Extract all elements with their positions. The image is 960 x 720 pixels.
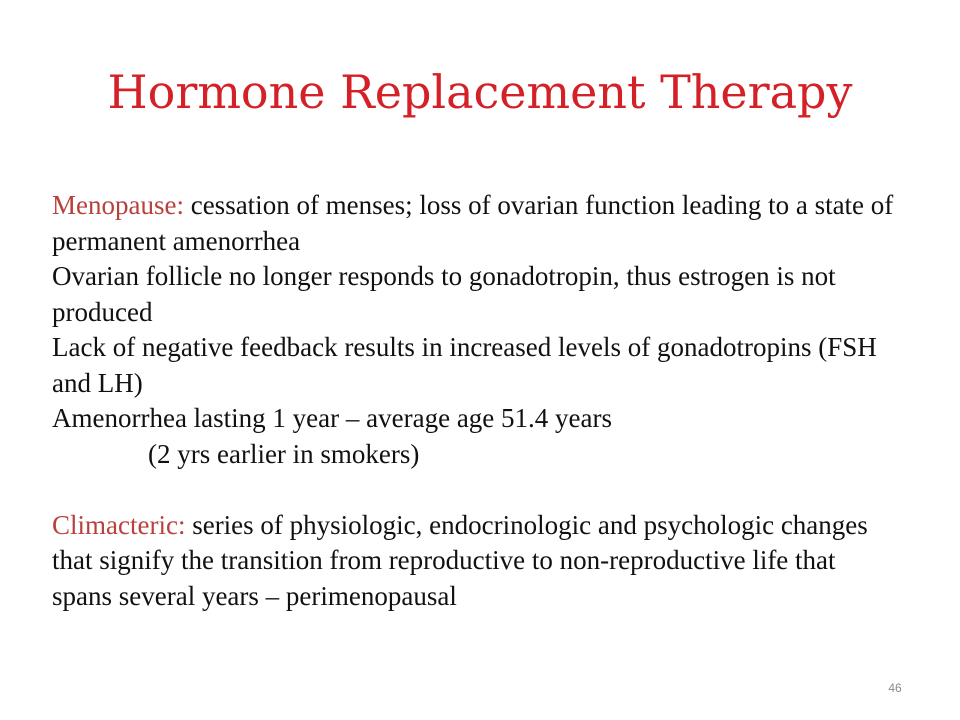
menopause-point: Amenorrhea lasting 1 year – average age 51.4 years	[52, 403, 612, 433]
climacteric-definition-text: series of physiologic, endocrinologic and psychologic changes that signify the transition from reproductive to non-reproductive life that spans several years – perimenopausal	[52, 509, 868, 611]
menopause-definition	[52, 188, 902, 259]
smokers-note: (2 yrs earlier in smokers)	[148, 438, 420, 469]
menopause-point: Ovarian follicle no longer responds to gonadotropin, thus estrogen is not produced	[52, 261, 836, 327]
menopause-term: Menopause:	[52, 190, 184, 220]
paragraph-spacer	[52, 472, 902, 508]
menopause-point: Lack of negative feedback results in increased levels of gonadotropins (FSH and LH)	[52, 332, 877, 398]
page-number: 46	[888, 681, 902, 695]
slide-title: Hormone Replacement Therapy	[107, 65, 853, 119]
climacteric-term: Climacteric:	[52, 509, 186, 540]
menopause-definition-text: cessation of menses; loss of ovarian function leading to a state of permanent amenorrhea	[52, 190, 894, 256]
climacteric-definition	[52, 508, 902, 615]
slide-content	[52, 188, 902, 614]
